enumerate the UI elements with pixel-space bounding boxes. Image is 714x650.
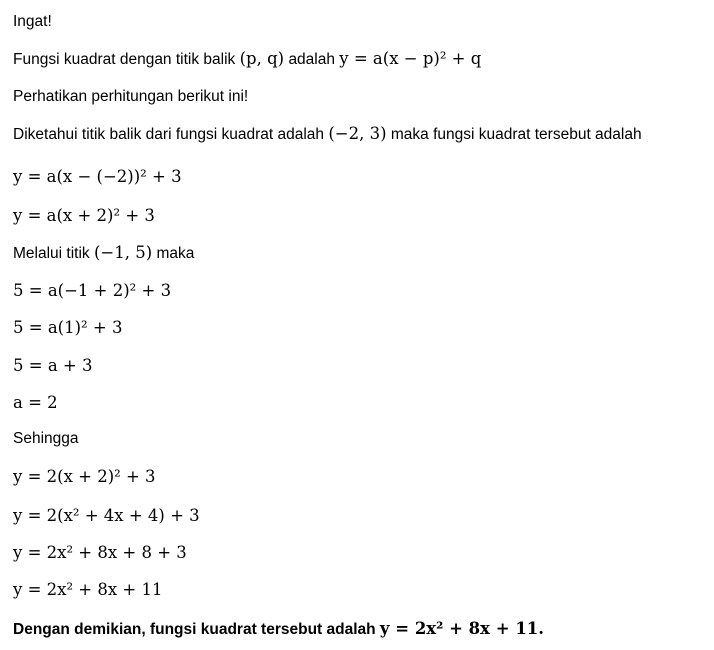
equation-step: y = 2x² + 8x + 8 + 3 (13, 543, 187, 562)
text: Perhatikan perhitungan berikut ini! (13, 88, 249, 105)
equation-step: y = 2(x + 2)² + 3 (13, 467, 156, 486)
equation-step: y = 2x² + 8x + 11 (13, 580, 163, 599)
text: maka (156, 245, 195, 262)
given-vertex-statement (13, 123, 642, 146)
text: Ingat! (13, 13, 52, 30)
text: Melalui titik (13, 245, 90, 262)
text: Diketahui titik balik dari fungsi kuadrat adalah (13, 126, 325, 143)
text: Fungsi kuadrat dengan titik balik (13, 51, 236, 68)
vertex-form-statement (13, 48, 481, 71)
equation-step: y = a(x − (−2))² + 3 (13, 167, 182, 186)
conclusion-math: y = 2x² + 8x + 11. (379, 619, 545, 638)
passes-through-statement (13, 242, 194, 265)
equation-step: a = 2 (13, 393, 58, 412)
vertex-point-math: (p, q) (239, 49, 285, 68)
instruction-text (13, 86, 248, 108)
point-math: (−1, 5) (93, 243, 153, 262)
conclusion-statement (13, 618, 544, 641)
text: Dengan demikian, fungsi kuadrat tersebut adalah (13, 621, 376, 638)
text: Sehingga (13, 430, 79, 447)
given-vertex-math: (−2, 3) (328, 124, 387, 143)
heading-ingat (13, 11, 52, 33)
equation-step: 5 = a(−1 + 2)² + 3 (13, 281, 172, 300)
vertex-form-math: y = a(x − p)² + q (339, 49, 482, 68)
equation-step: y = 2(x² + 4x + 4) + 3 (13, 506, 200, 525)
equation-step: y = a(x + 2)² + 3 (13, 206, 155, 225)
therefore-label (13, 428, 79, 450)
equation-step: 5 = a(1)² + 3 (13, 318, 123, 337)
equation-step: 5 = a + 3 (13, 356, 93, 375)
text: adalah (288, 51, 335, 68)
text: maka fungsi kuadrat tersebut adalah (390, 126, 642, 143)
